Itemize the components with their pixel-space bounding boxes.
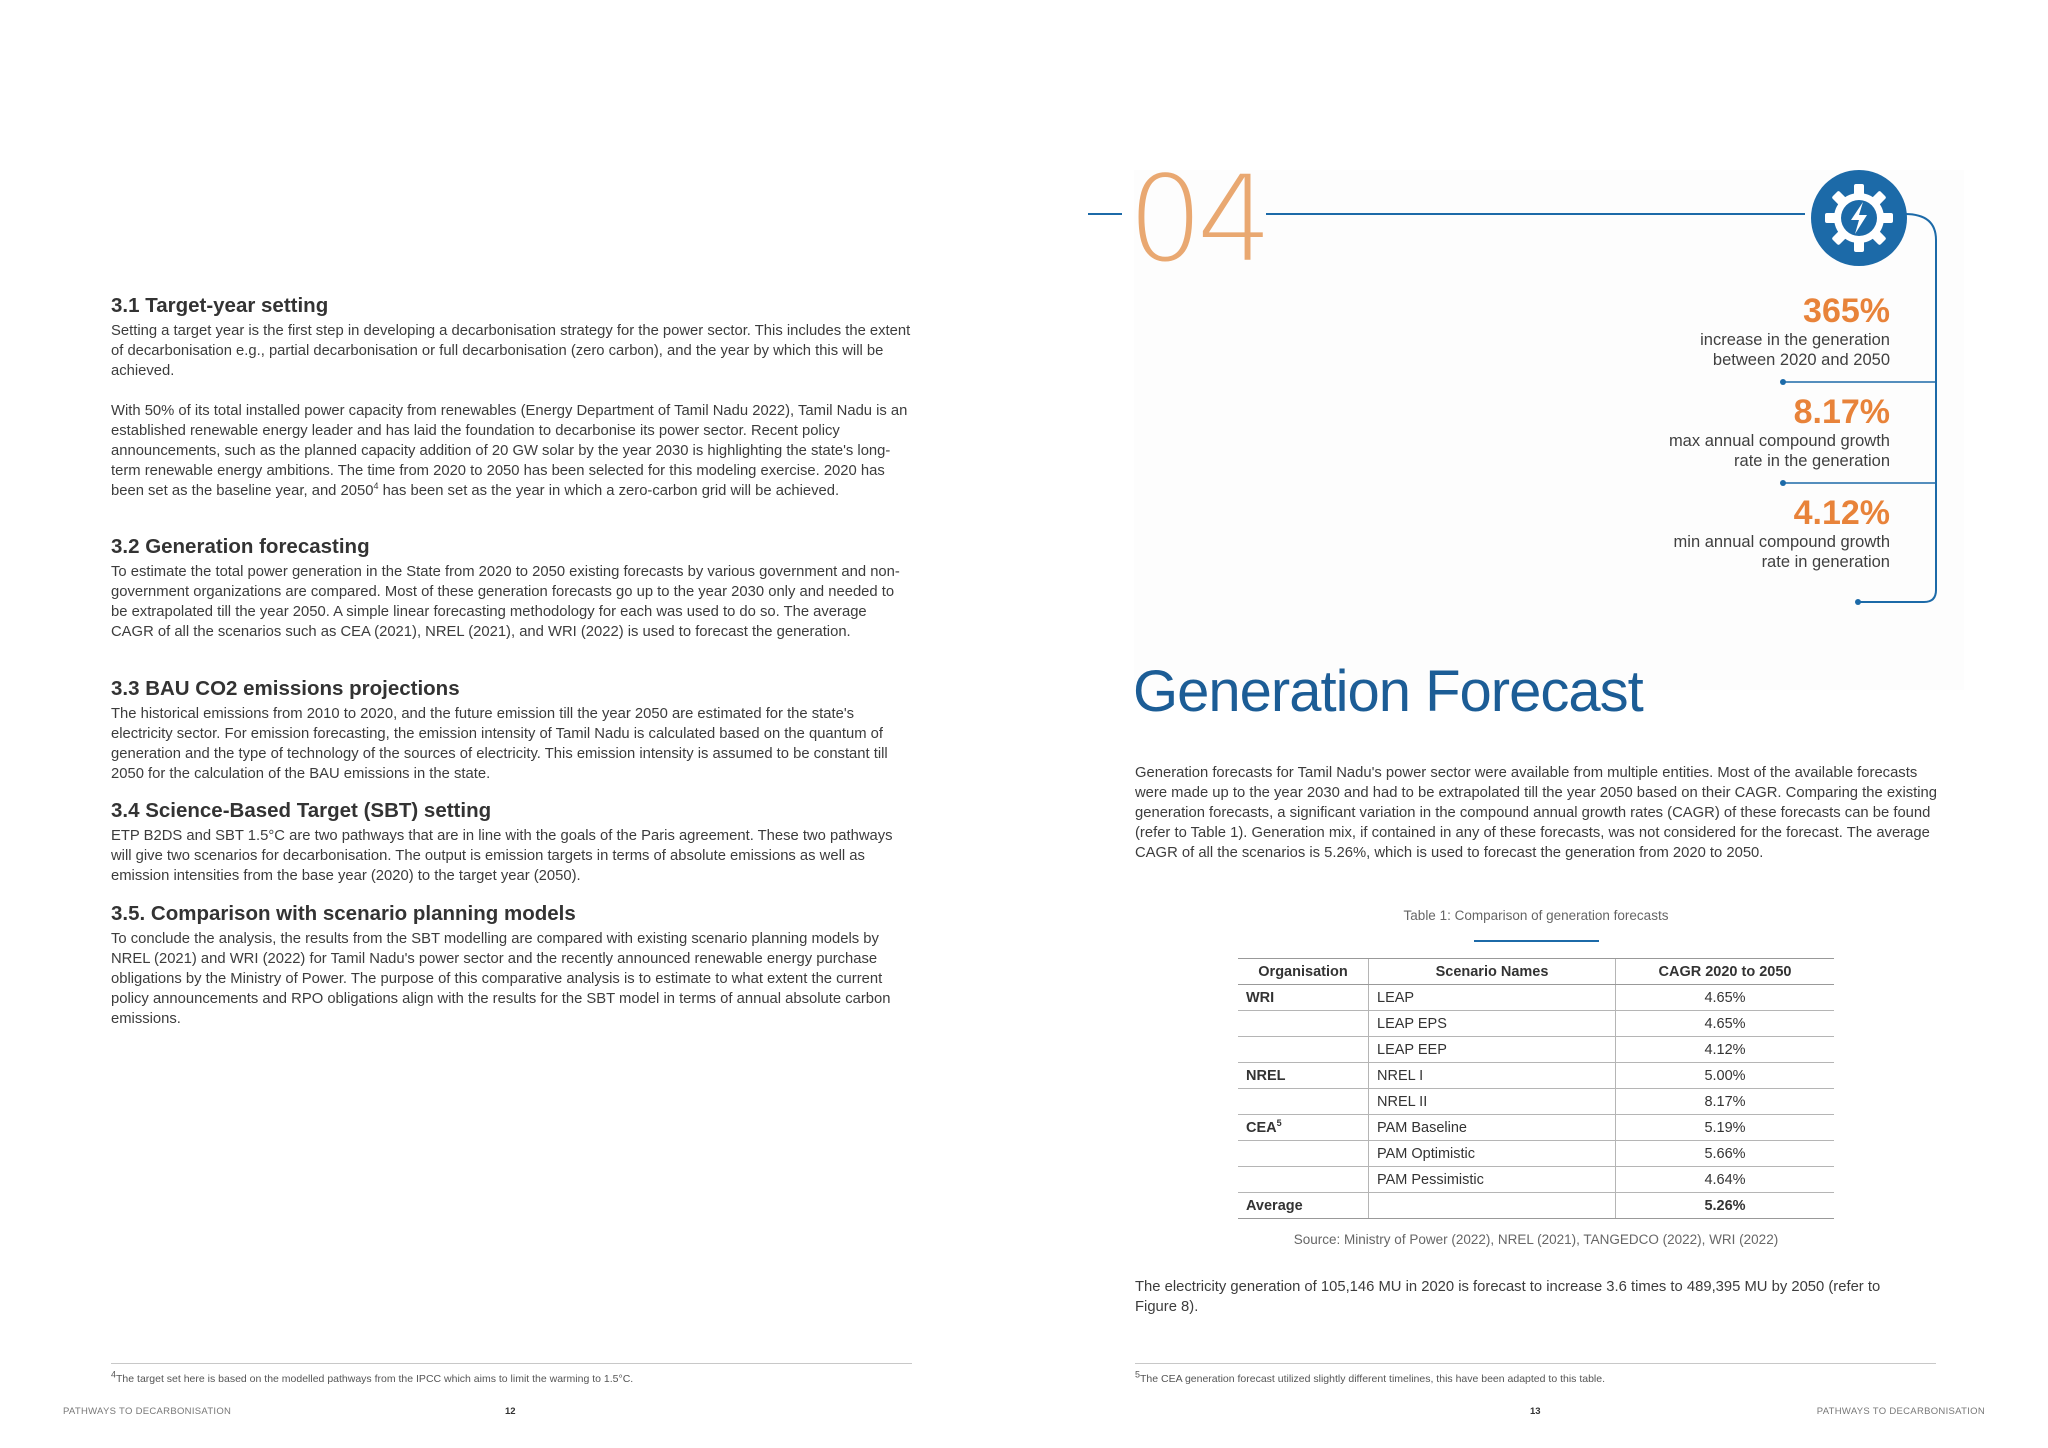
table-row [1238, 1141, 1834, 1167]
stat-description: rate in generation [1761, 553, 1890, 571]
stat-value: 4.12% [1793, 494, 1890, 532]
section-heading: 3.4 Science-Based Target (SBT) setting [111, 799, 492, 822]
org-cell [1238, 1089, 1369, 1115]
scenario-cell: NREL II [1369, 1089, 1616, 1115]
org-cell [1238, 1141, 1369, 1167]
footnote-divider [111, 1363, 912, 1364]
stat-description: max annual compound growth [1668, 432, 1890, 450]
intro-paragraph: Generation forecasts for Tamil Nadu's power sector were available from multiple entities. Most of the available forecasts were made up to the year 2030 and had to be extrapolated till the year 2050 based on their CAGR. Comparing the existing generation forecasts, a significant variation in the compound annual growth rates (CAGR) of these forecasts can be found (refer to Table 1). Generation mix, if contained in any of these forecasts, was not considered for the forecast. The average CAGR of all the scenarios is 5.26%, which is used to forecast the generation from 2020 to 2050. [1135, 765, 1937, 861]
cagr-cell: 4.12% [1616, 1037, 1835, 1063]
scenario-cell: LEAP EEP [1369, 1037, 1616, 1063]
section-3-4 [111, 798, 911, 886]
footnote-4: $^4$The target set here is based on the modelled pathways from the IPCC which aims to limit the warming to 1.5°C. [111, 1369, 634, 1385]
scenario-cell: PAM Pessimistic [1369, 1167, 1616, 1193]
section-heading: 3.1 Target-year setting [111, 294, 329, 317]
bracket-end-dot [1855, 599, 1861, 605]
section-heading: 3.2 Generation forecasting [111, 535, 370, 558]
cagr-cell: 5.66% [1616, 1141, 1835, 1167]
page-number: 12 [505, 1406, 516, 1417]
closing-paragraph: The electricity generation of 105,146 MU in 2020 is forecast to increase 3.6 times to 489,395 MU by 2050 (refer to Figure 8). [1135, 1279, 1881, 1315]
table-row [1238, 1089, 1834, 1115]
table-row [1238, 1115, 1834, 1141]
column-header: Organisation [1238, 959, 1369, 985]
running-footer: PATHWAYS TO DECARBONISATION [1816, 1406, 1985, 1417]
stat-description: min annual compound growth [1673, 533, 1890, 551]
stat-description: between 2020 and 2050 [1712, 351, 1890, 369]
section-paragraph: To conclude the analysis, the results from the SBT modelling are compared with existing scenario planning models by NREL (2021) and WRI (2022) for Tamil Nadu's power sector and the recently announced renewable energy purchase obligations by the Ministry of Power. The purpose of this comparative analysis is to estimate to what extent the current policy announcements and RPO obligations align with the results for the SBT model in terms of annual absolute carbon emissions. [111, 931, 891, 1027]
section-3-5 [111, 901, 911, 1029]
average-label: Average [1238, 1193, 1369, 1219]
scenario-cell: NREL I [1369, 1063, 1616, 1089]
section-paragraph: ETP B2DS and SBT 1.5°C are two pathways that are in line with the goals of the Paris agreement. These two pathways will give two scenarios for decarbonisation. The output is emission targets in terms of absolute emissions as well as emission intensities from the base year (2020) to the target year (2050). [111, 828, 893, 884]
column-header: Scenario Names [1369, 959, 1616, 985]
stat-min-cagr [1674, 494, 1890, 572]
stat-description: rate in the generation [1734, 452, 1890, 470]
average-cagr: 5.26% [1616, 1193, 1835, 1219]
org-cell: WRI [1238, 985, 1369, 1011]
org-cell [1238, 1167, 1369, 1193]
column-header: CAGR 2020 to 2050 [1616, 959, 1835, 985]
scenario-cell: PAM Baseline [1369, 1115, 1616, 1141]
table-row [1238, 985, 1834, 1011]
stat-description: increase in the generation [1700, 331, 1890, 349]
cagr-cell: 4.65% [1616, 1011, 1835, 1037]
table-row [1238, 1167, 1834, 1193]
section-3-2 [111, 534, 911, 642]
stat-value: 8.17% [1793, 393, 1890, 431]
stat-divider-dot [1780, 379, 1786, 385]
section-paragraph: To estimate the total power generation in the State from 2020 to 2050 existing forecasts by various government and non-government organizations are compared. Most of these generation forecasts go up to the year 2030 only and needed to be extrapolated till the year 2050. A simple linear forecasting methodology for each was used to do so. The average CAGR of all the scenarios such as CEA (2021), NREL (2021), and WRI (2022) is used to forecast the generation. [111, 564, 900, 640]
cagr-cell: 5.00% [1616, 1063, 1835, 1089]
table-row [1238, 1037, 1834, 1063]
table-caption: Table 1: Comparison of generation forecasts [1403, 908, 1669, 923]
scenario-cell [1369, 1193, 1616, 1219]
scenario-cell: LEAP EPS [1369, 1011, 1616, 1037]
page-number: 13 [1530, 1406, 1541, 1417]
org-cell [1238, 1037, 1369, 1063]
table-average-row [1238, 1193, 1834, 1219]
table-header-row [1238, 959, 1834, 985]
cagr-cell: 4.65% [1616, 985, 1835, 1011]
org-cell [1238, 1011, 1369, 1037]
footnote-5: $^5$The CEA generation forecast utilized slightly different timelines, this have been adapted to this table. [1135, 1369, 1606, 1385]
table-source: Source: Ministry of Power (2022), NREL (2021), TANGEDCO (2022), WRI (2022) [1293, 1232, 1779, 1247]
chapter-number: 04 [1128, 150, 1267, 288]
stat-divider-dot [1780, 480, 1786, 486]
section-3-3 [111, 676, 911, 784]
cagr-cell: 5.19% [1616, 1115, 1835, 1141]
table-row [1238, 1063, 1834, 1089]
org-cell: NREL [1238, 1063, 1369, 1089]
scenario-cell: PAM Optimistic [1369, 1141, 1616, 1167]
section-heading: 3.5. Comparison with scenario planning models [111, 902, 576, 925]
running-footer: PATHWAYS TO DECARBONISATION [63, 1406, 232, 1417]
section-paragraph: The historical emissions from 2010 to 2020, and the future emission till the year 2050 are estimated for the state's electricity sector. For emission forecasting, the emission intensity of Tamil Nadu is calculated based on the quantum of generation and the type of technology of the sources of electricity. This emission intensity is assumed to be constant till 2050 for the calculation of the BAU emissions in the state. [111, 706, 888, 782]
table-row [1238, 1011, 1834, 1037]
generation-forecast-table [1238, 958, 1834, 1219]
scenario-cell: LEAP [1369, 985, 1616, 1011]
cagr-cell: 4.64% [1616, 1167, 1835, 1193]
page-title: Generation Forecast [1133, 659, 1643, 724]
stat-value: 365% [1803, 292, 1890, 330]
table-caption-underline [1474, 940, 1599, 942]
footnote-divider [1135, 1363, 1936, 1364]
stat-generation-increase [1700, 292, 1890, 370]
gear-lightning-icon [1809, 168, 1909, 268]
section-paragraph: Setting a target year is the first step in developing a decarbonisation strategy for the power sector. This includes the extent of decarbonisation e.g., partial decarbonisation or full decarbonisation (zero carbon), and the year by which this will be achieved. [111, 323, 911, 379]
stat-max-cagr [1669, 393, 1890, 471]
section-3-1 [111, 293, 911, 501]
section-paragraph: With 50% of its total installed power capacity from renewables (Energy Department of Tamil Nadu 2022), Tamil Nadu is an established renewable energy leader and has laid the foundation to decarbonise its power sector. Recent policy announcements, such as the planned capacity addition of 20 GW solar by the year 2030 is highlighting the state's long-term renewable energy ambitions. The time from 2020 to 2050 has been selected for this modeling exercise. 2020 has been set as the baseline year, and 2050$^4$ has been set as the year in which a zero-carbon grid will be achieved. [111, 403, 908, 499]
org-cell: CEA$^5$ [1238, 1115, 1369, 1141]
section-heading: 3.3 BAU CO2 emissions projections [111, 677, 460, 700]
cagr-cell: 8.17% [1616, 1089, 1835, 1115]
